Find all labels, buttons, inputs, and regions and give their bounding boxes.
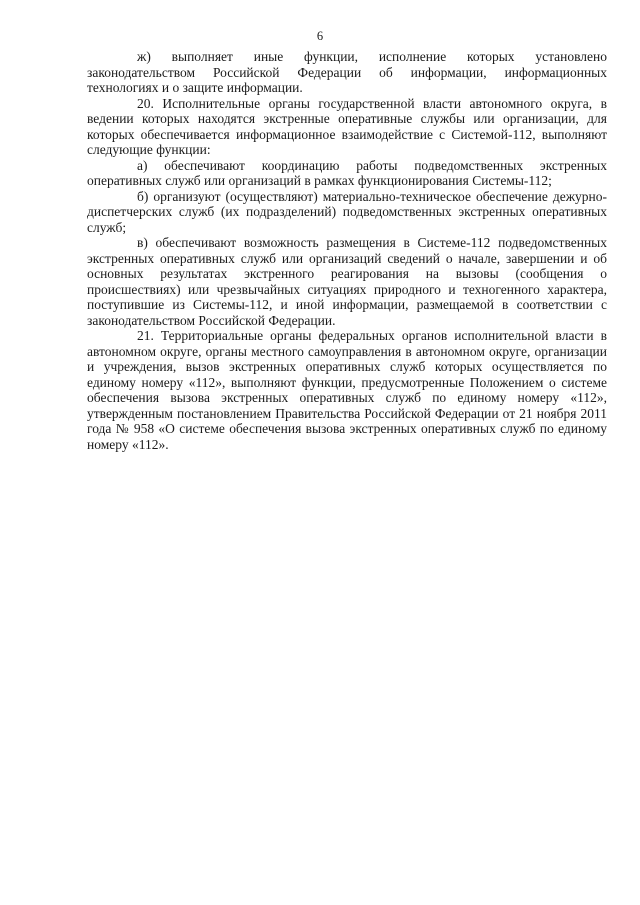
paragraph-item-a: а) обеспечивают координацию работы подведомственных экстренных оперативных служб или организаций в рамках функционирования Системы-112;	[87, 157, 607, 188]
document-body	[87, 49, 607, 452]
page-number: 6	[316, 29, 324, 43]
paragraph-clause-21: 21. Территориальные органы федеральных органов исполнительной власти в автономном округе, органы местного самоуправления в автономном округе, организации и учреждения, вызов экстренных оперативных служб которых осуществляется по единому номеру «112», выполняют функции, предусмотренные Положением о системе обеспечения вызова экстренных оперативных служб по единому номеру «112», утвержденным постановлением Правительства Российской Федерации от 21 ноября 2011 года № 958 «О системе обеспечения вызова экстренных оперативных служб по единому номеру «112».	[87, 328, 607, 452]
paragraph-item-zh: ж) выполняет иные функции, исполнение которых установлено законодательством Российской Федерации об информации, информационных технологиях и о защите информации.	[87, 49, 607, 95]
paragraph-item-v: в) обеспечивают возможность размещения в Системе-112 подведомственных экстренных оперативных служб или организаций сведений о начале, завершении и об основных результатах экстренного реагирования на вызовы (сообщения о происшествиях) или чрезвычайных ситуациях природного и техногенного характера, поступившие из Системы-112, и иной информации, размещаемой в соответствии с законодательством Российской Федерации.	[87, 235, 607, 328]
paragraph-item-b: б) организуют (осуществляют) материально-техническое обеспечение дежурно-диспетчерских служб (их подразделений) подведомственных экстренных оперативных служб;	[87, 188, 607, 235]
paragraph-clause-20: 20. Исполнительные органы государственной власти автономного округа, в ведении которых находятся экстренные оперативные службы или организации, для которых обеспечивается информационное взаимодействие с Системой-112, выполняют следующие функции:	[87, 95, 607, 157]
